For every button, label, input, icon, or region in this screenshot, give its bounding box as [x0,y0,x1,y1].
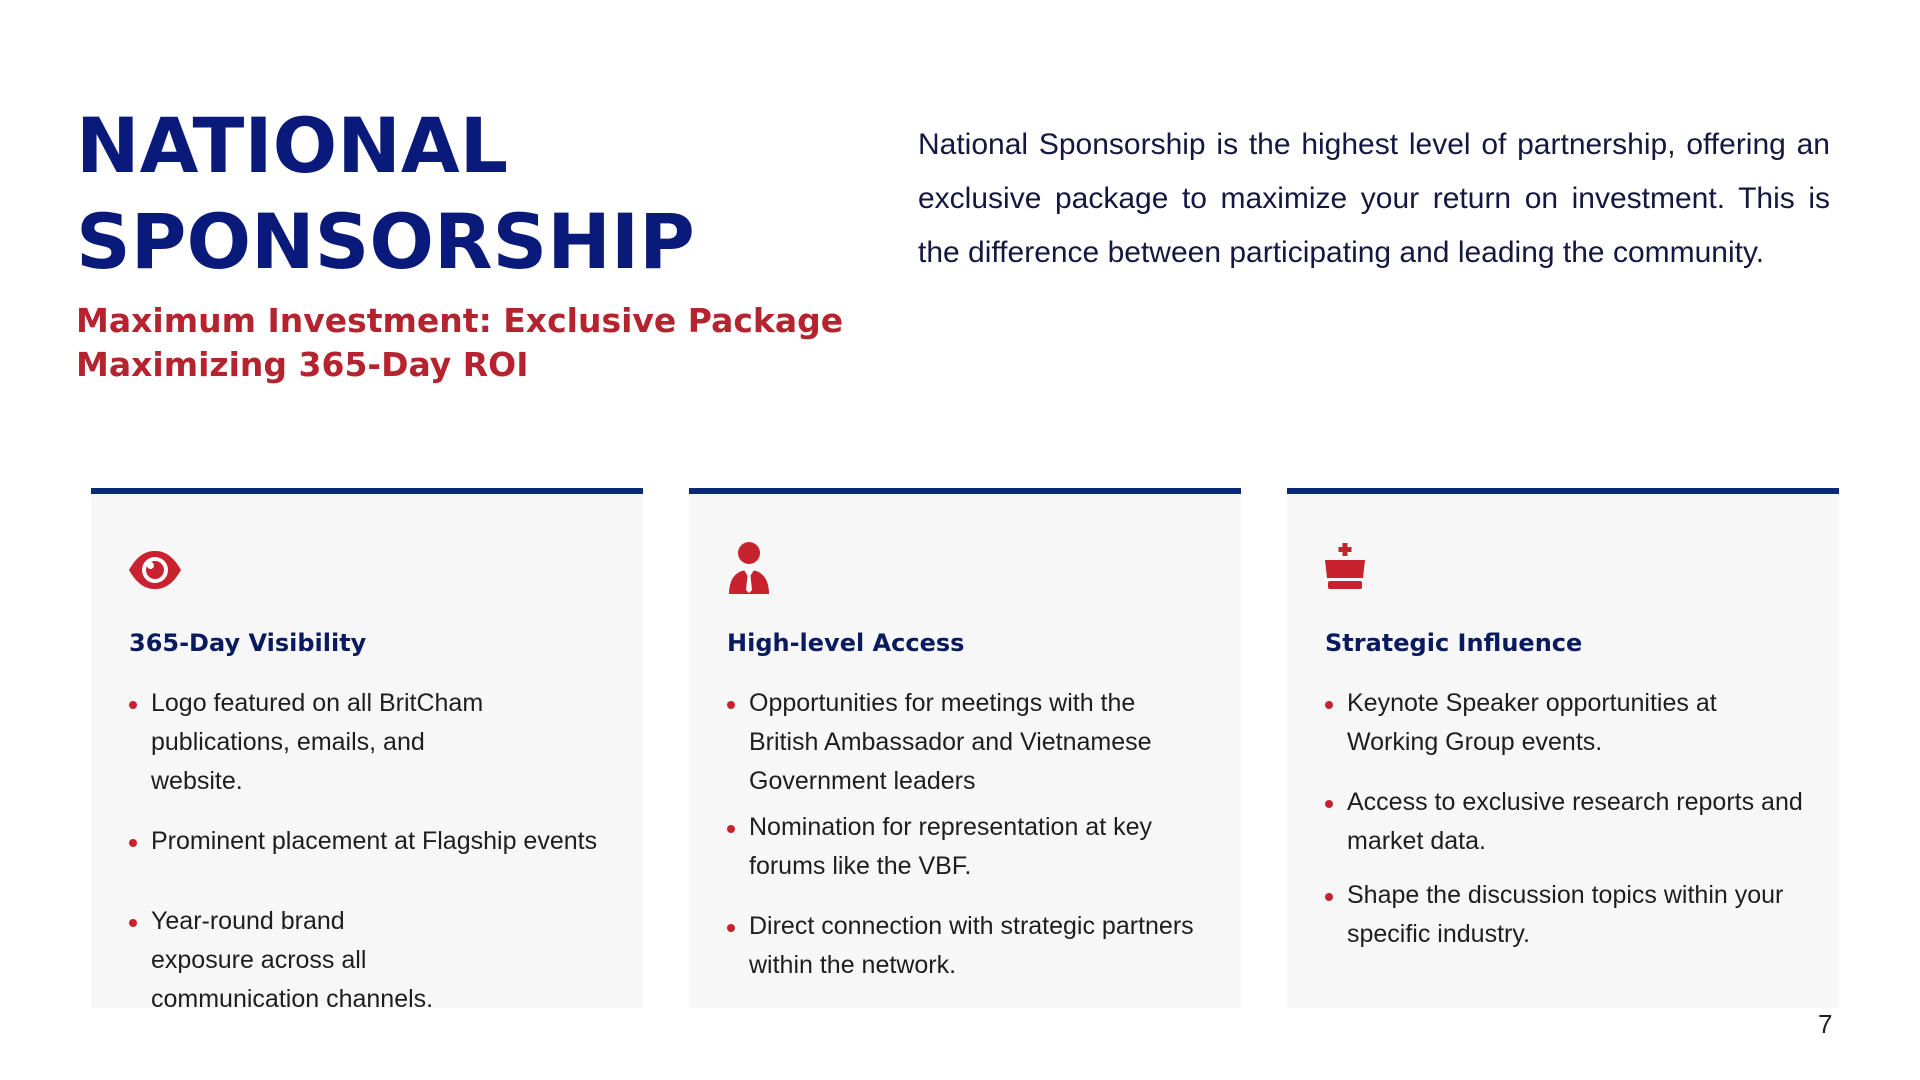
list-item: Nomination for representation at key forums like the VBF. [727,808,1169,886]
page-number: 7 [1818,1009,1833,1039]
page-subtitle [76,299,843,387]
list-item: Access to exclusive research reports and market data. [1325,783,1817,861]
list-item: Shape the discussion topics within your specific industry. [1325,876,1787,954]
bullet-list [129,684,609,1019]
list-item: Year-round brand exposure across all communication channels. [129,902,451,1019]
chess-king-icon [1323,542,1379,598]
eye-icon [127,542,183,598]
card-title: Strategic Influence [1325,629,1583,657]
list-item: Keynote Speaker opportunities at Working Group events. [1325,684,1757,762]
card-title: 365-Day Visibility [129,629,367,657]
card-title: High-level Access [727,629,965,657]
title-line-1: NATIONAL [76,101,509,190]
intro-paragraph: National Sponsorship is the highest level of partnership, offering an exclusive package to maximize your return on investment. This is the difference between participating and leading the community. [918,128,1830,269]
list-item: Logo featured on all BritCham publications, emails, and website. [129,684,491,801]
benefit-card-access [689,488,1241,1008]
title-line-2: SPONSORSHIP [76,197,695,286]
list-item: Opportunities for meetings with the British Ambassador and Vietnamese Government leaders [727,684,1159,801]
bullet-list [727,684,1207,985]
list-item: Direct connection with strategic partners within the network. [727,907,1219,985]
page-title [76,98,695,290]
list-item: Prominent placement at Flagship events [129,822,609,861]
subtitle-line-2: Maximizing 365-Day ROI [76,345,529,384]
bullet-list [1325,684,1805,954]
subtitle-line-1: Maximum Investment: Exclusive Package [76,301,844,340]
user-tie-icon [725,542,781,598]
benefit-card-visibility [91,488,643,1013]
benefit-card-influence [1287,488,1839,1008]
